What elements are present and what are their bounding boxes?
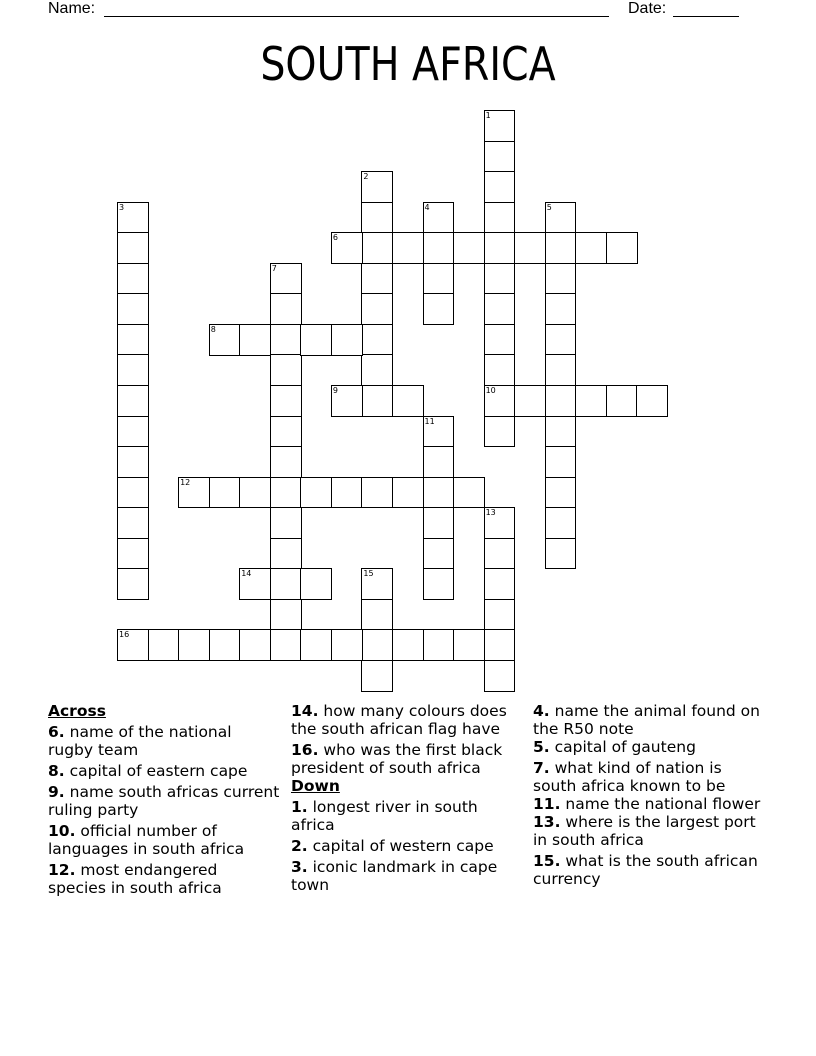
grid-cell[interactable] (423, 416, 455, 448)
grid-cell[interactable] (331, 477, 363, 509)
grid-cell[interactable] (484, 629, 516, 661)
clue-across-6 (48, 723, 280, 759)
grid-cell[interactable] (606, 232, 638, 264)
clue-text: where is the largest port in south africa (533, 813, 756, 849)
grid-cell[interactable] (270, 293, 302, 325)
cell-number: 7 (271, 263, 277, 273)
clue-number: 10. (48, 822, 76, 840)
clue-number: 5. (533, 738, 550, 756)
grid-cell[interactable] (270, 263, 302, 295)
clues-column-3 (533, 702, 765, 891)
grid-cell[interactable] (270, 538, 302, 570)
clue-text: capital of gauteng (554, 738, 696, 756)
clue-down-11 (533, 795, 765, 813)
grid-cell[interactable] (270, 507, 302, 539)
grid-cell[interactable] (453, 232, 485, 264)
grid-cell[interactable] (484, 110, 516, 142)
grid-cell[interactable] (270, 599, 302, 631)
grid-cell[interactable] (484, 232, 516, 264)
grid-cell[interactable] (484, 385, 516, 417)
grid-cell[interactable] (545, 416, 577, 448)
cell-number: 16 (119, 630, 130, 640)
grid-cell[interactable] (514, 385, 546, 417)
clue-number: 7. (533, 759, 550, 777)
clue-text: name the animal found on the R50 note (533, 702, 760, 738)
grid-cell[interactable] (484, 324, 516, 356)
clue-number: 14. (291, 702, 319, 720)
grid-cell[interactable] (239, 568, 271, 600)
grid-cell[interactable] (514, 232, 546, 264)
grid-cell[interactable] (117, 324, 149, 356)
date-label: Date: (628, 0, 667, 17)
grid-cell[interactable] (361, 293, 393, 325)
grid-cell[interactable] (270, 446, 302, 478)
grid-cell[interactable] (270, 385, 302, 417)
cell-number: 11 (424, 416, 435, 426)
grid-cell[interactable] (484, 263, 516, 295)
grid-cell[interactable] (392, 477, 424, 509)
clue-text: capital of western cape (312, 837, 494, 855)
clue-across-14 (291, 702, 523, 738)
clue-number: 6. (48, 723, 65, 741)
grid-cell[interactable] (545, 354, 577, 386)
grid-cell[interactable] (270, 629, 302, 661)
cell-number: 12 (180, 477, 191, 487)
cell-number: 14 (241, 569, 252, 579)
grid-cell[interactable] (545, 385, 577, 417)
clue-down-1 (291, 798, 523, 834)
grid-cell[interactable] (361, 232, 393, 264)
grid-cell[interactable] (117, 507, 149, 539)
grid-cell[interactable] (300, 568, 332, 600)
grid-cell[interactable] (484, 568, 516, 600)
clue-across-16 (291, 741, 523, 777)
grid-cell[interactable] (545, 263, 577, 295)
cell-number: 4 (424, 202, 430, 212)
grid-cell[interactable] (361, 629, 393, 661)
grid-cell[interactable] (545, 293, 577, 325)
clue-number: 15. (533, 852, 561, 870)
grid-cell[interactable] (484, 538, 516, 570)
grid-cell[interactable] (392, 232, 424, 264)
grid-cell[interactable] (545, 232, 577, 264)
grid-cell[interactable] (300, 324, 332, 356)
clue-number: 12. (48, 861, 76, 879)
grid-cell[interactable] (361, 568, 393, 600)
grid-cell[interactable] (270, 477, 302, 509)
cell-number: 13 (485, 508, 496, 518)
grid-cell[interactable] (423, 202, 455, 234)
clue-across-10 (48, 822, 280, 858)
grid-cell[interactable] (300, 629, 332, 661)
grid-cell[interactable] (484, 507, 516, 539)
grid-cell[interactable] (117, 263, 149, 295)
grid-cell[interactable] (117, 202, 149, 234)
clue-number: 2. (291, 837, 308, 855)
clue-down-15 (533, 852, 765, 888)
clue-text: name of the national rugby team (48, 723, 232, 759)
cell-number: 3 (119, 202, 125, 212)
grid-cell[interactable] (117, 446, 149, 478)
grid-cell[interactable] (270, 354, 302, 386)
grid-cell[interactable] (575, 385, 607, 417)
grid-cell[interactable] (361, 599, 393, 631)
grid-cell[interactable] (361, 171, 393, 203)
clue-down-13 (533, 813, 765, 849)
grid-cell[interactable] (361, 477, 393, 509)
clue-text: what kind of nation is south africa known to be (533, 759, 726, 795)
grid-cell[interactable] (117, 568, 149, 600)
clue-text: how many colours does the south african flag have (291, 702, 507, 738)
grid-cell[interactable] (423, 568, 455, 600)
cell-number: 6 (332, 233, 338, 243)
cell-number: 15 (363, 569, 374, 579)
grid-cell[interactable] (484, 416, 516, 448)
cell-number: 8 (210, 324, 216, 334)
grid-cell[interactable] (545, 477, 577, 509)
clue-across-9 (48, 783, 280, 819)
clue-number: 13. (533, 813, 561, 831)
grid-cell[interactable] (270, 324, 302, 356)
clue-number: 8. (48, 762, 65, 780)
grid-cell[interactable] (453, 477, 485, 509)
grid-cell[interactable] (209, 629, 241, 661)
clue-number: 16. (291, 741, 319, 759)
grid-cell[interactable] (148, 629, 180, 661)
grid-cell[interactable] (361, 660, 393, 692)
grid-cell[interactable] (606, 385, 638, 417)
grid-cell[interactable] (361, 202, 393, 234)
clue-number: 4. (533, 702, 550, 720)
cell-number: 5 (546, 202, 552, 212)
grid-cell[interactable] (423, 477, 455, 509)
grid-cell[interactable] (270, 416, 302, 448)
grid-cell[interactable] (423, 446, 455, 478)
cell-number: 10 (485, 385, 496, 395)
cell-number: 9 (332, 385, 338, 395)
clue-down-2 (291, 837, 523, 855)
clue-number: 9. (48, 783, 65, 801)
clue-text: iconic landmark in cape town (291, 858, 498, 894)
down-heading: Down (291, 777, 340, 795)
clue-text: name the national flower (565, 795, 761, 813)
grid-cell[interactable] (239, 477, 271, 509)
grid-cell[interactable] (484, 354, 516, 386)
grid-cell[interactable] (545, 324, 577, 356)
grid-cell[interactable] (423, 293, 455, 325)
grid-cell[interactable] (545, 446, 577, 478)
cell-number: 2 (363, 172, 369, 182)
grid-cell[interactable] (209, 477, 241, 509)
grid-cell[interactable] (117, 385, 149, 417)
grid-cell[interactable] (423, 629, 455, 661)
grid-cell[interactable] (209, 324, 241, 356)
grid-cell[interactable] (545, 202, 577, 234)
grid-cell[interactable] (117, 538, 149, 570)
grid-cell[interactable] (331, 629, 363, 661)
across-heading: Across (48, 702, 106, 720)
clue-across-12 (48, 861, 280, 897)
name-label: Name: (48, 0, 96, 17)
grid-cell[interactable] (484, 171, 516, 203)
grid-cell[interactable] (484, 293, 516, 325)
clue-across-8 (48, 762, 280, 780)
clue-text: longest river in south africa (291, 798, 478, 834)
grid-cell[interactable] (239, 324, 271, 356)
clue-number: 1. (291, 798, 308, 816)
grid-cell[interactable] (239, 629, 271, 661)
grid-cell[interactable] (484, 202, 516, 234)
grid-cell[interactable] (423, 507, 455, 539)
grid-cell[interactable] (117, 354, 149, 386)
grid-cell[interactable] (545, 507, 577, 539)
grid-cell[interactable] (331, 385, 363, 417)
clue-down-4 (533, 702, 765, 738)
grid-cell[interactable] (361, 385, 393, 417)
clue-text: most endangered species in south africa (48, 861, 222, 897)
grid-cell[interactable] (423, 232, 455, 264)
clues-column-2 (291, 702, 523, 897)
puzzle-title: SOUTH AFRICA (260, 37, 556, 91)
grid-cell[interactable] (484, 141, 516, 173)
grid-cell[interactable] (117, 293, 149, 325)
grid-cell[interactable] (178, 629, 210, 661)
grid-cell[interactable] (117, 629, 149, 661)
clue-number: 11. (533, 795, 561, 813)
clue-text: who was the first black president of south africa (291, 741, 503, 777)
clue-down-3 (291, 858, 523, 894)
grid-cell[interactable] (484, 660, 516, 692)
grid-cell[interactable] (636, 385, 668, 417)
clue-text: name south africas current ruling party (48, 783, 280, 819)
grid-cell[interactable] (331, 232, 363, 264)
clue-text: official number of languages in south africa (48, 822, 245, 858)
grid-cell[interactable] (178, 477, 210, 509)
grid-cell[interactable] (331, 324, 363, 356)
grid-cell[interactable] (575, 232, 607, 264)
clue-text: capital of eastern cape (69, 762, 248, 780)
grid-cell[interactable] (300, 477, 332, 509)
clue-number: 3. (291, 858, 308, 876)
grid-cell[interactable] (484, 599, 516, 631)
grid-cell[interactable] (117, 232, 149, 264)
clue-text: what is the south african currency (533, 852, 758, 888)
grid-cell[interactable] (361, 263, 393, 295)
clue-down-7 (533, 759, 765, 795)
clue-down-5 (533, 738, 765, 756)
grid-cell[interactable] (117, 416, 149, 448)
grid-cell[interactable] (270, 568, 302, 600)
grid-cell[interactable] (361, 354, 393, 386)
grid-cell[interactable] (117, 477, 149, 509)
cell-number: 1 (485, 111, 491, 120)
grid-cell[interactable] (423, 263, 455, 295)
clues-column-1 (48, 702, 280, 900)
grid-cell[interactable] (392, 629, 424, 661)
grid-cell[interactable] (423, 538, 455, 570)
grid-cell[interactable] (392, 385, 424, 417)
grid-cell[interactable] (545, 538, 577, 570)
grid-cell[interactable] (361, 324, 393, 356)
grid-cell[interactable] (453, 629, 485, 661)
